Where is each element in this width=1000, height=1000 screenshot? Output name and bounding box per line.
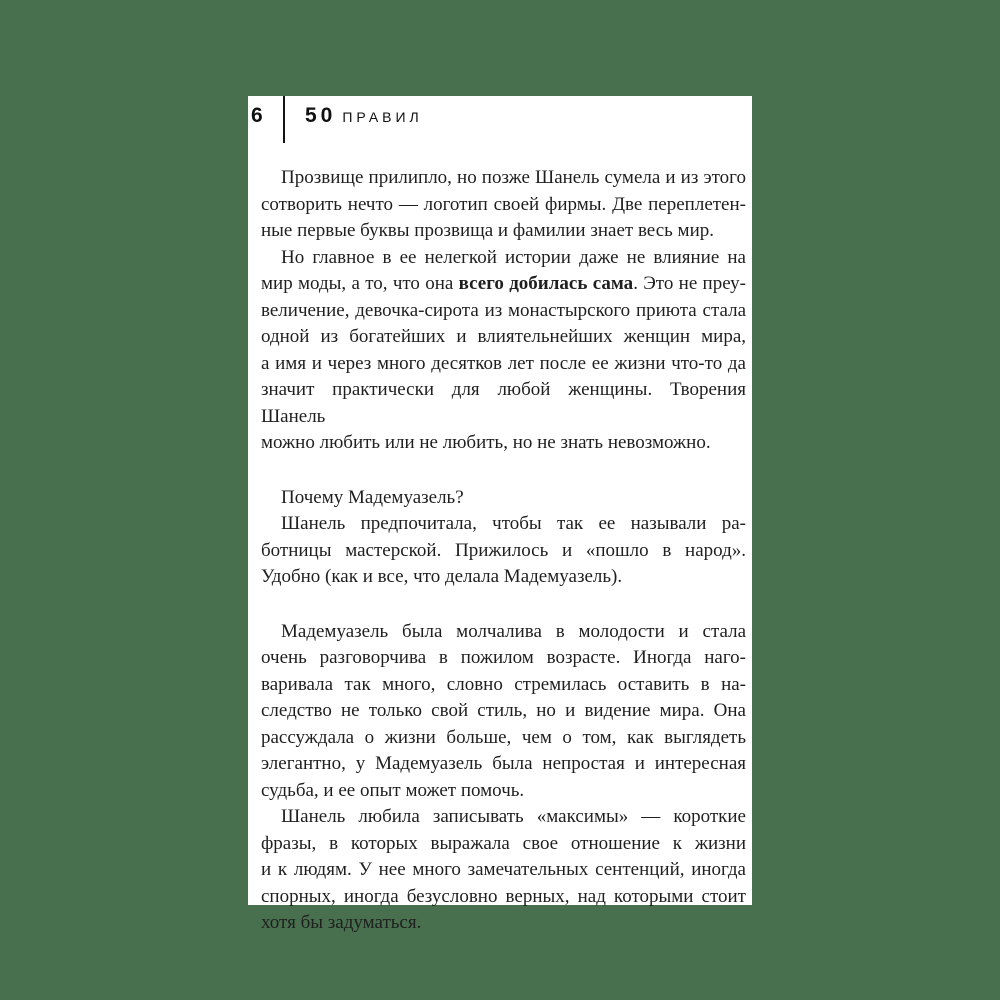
text-line: Прозвище прилипло, но позже Шанель сумела и из этого: [281, 167, 746, 188]
text-line: фразы, в которых выражала свое отношение к жизни: [261, 832, 746, 854]
text-line: спорных, иногда безусловно верных, над которыми стоит: [261, 885, 746, 907]
paragraph: [261, 511, 746, 591]
title-number: 50: [305, 104, 337, 127]
text-line: Шанель любила записывать «максимы» — короткие: [281, 806, 746, 827]
text-line: Удобно (как и все, что делала Мадемуазель).: [261, 566, 623, 587]
text-line: и к людям. У нее много замечательных сентенций, иногда: [261, 859, 746, 880]
text-line: сотворить нечто — логотип своей фирмы. Две переплетен-: [261, 193, 746, 215]
text-line: хотя бы задуматься.: [261, 912, 422, 933]
book-title: [305, 104, 423, 128]
text-line: Но главное в ее нелегкой истории даже не влияние на: [281, 246, 746, 268]
text-line: величение, девочка-сирота из монастырского приюта стала: [261, 299, 746, 321]
paragraph: [261, 245, 746, 457]
text-line: варивала так много, словно стремилась оставить в на-: [261, 673, 746, 695]
paragraph: [261, 619, 746, 805]
page-body: [248, 165, 752, 937]
page-number: 6: [251, 104, 264, 127]
text-line: можно любить или не любить, но не знать невозможно.: [261, 432, 711, 453]
paragraph: [261, 804, 746, 937]
paragraph: [261, 485, 746, 512]
text-line: Мадемуазель была молчалива в молодости и стала: [281, 620, 746, 642]
book-page: [248, 96, 752, 933]
text-line: элегантно, у Мадемуазель была непростая и интересная: [261, 753, 746, 774]
text-line: Шанель предпочитала, чтобы так ее называли ра-: [281, 513, 746, 534]
text-line: а имя и через много десятков лет после ее жизни что-то да: [261, 352, 746, 374]
text-line: Почему Мадемуазель?: [281, 486, 464, 508]
text-line: очень разговорчива в пожилом возрасте. Иногда наго-: [261, 647, 746, 668]
page-header: [248, 96, 752, 143]
text-line: следство не только свой стиль, но и видение мира. Она: [261, 700, 746, 721]
text-line: мир моды, а то, что она всего добилась сама. Это не преу-: [261, 273, 747, 294]
text-line: судьба, и ее опыт может помочь.: [261, 779, 525, 801]
text-line: одной из богатейших и влиятельнейших женщин мира,: [261, 326, 746, 347]
text-line: ные первые буквы прозвища и фамилии знает весь мир.: [261, 220, 714, 241]
text-line: рассуждала о жизни больше, чем о том, как выглядеть: [261, 726, 746, 748]
text-line: ботницы мастерской. Прижилось и «пошло в народ».: [261, 539, 746, 561]
header-divider: [283, 96, 285, 143]
title-word: ПРАВИЛ: [342, 109, 423, 125]
text-line: значит практически для любой женщины. Творения Шанель: [261, 379, 746, 427]
paragraph: [261, 165, 746, 245]
